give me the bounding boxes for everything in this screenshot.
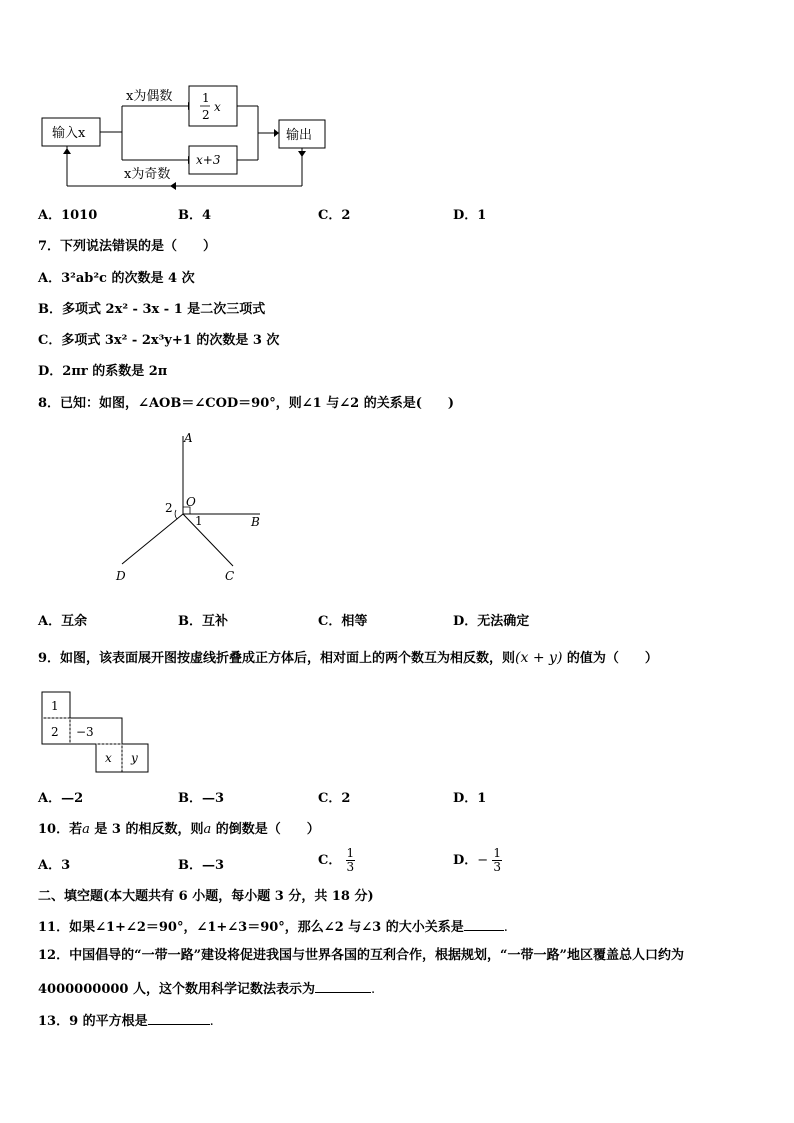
q11-stem: 11．如果∠1+∠2＝90°，∠1+∠3＝90°，那么∠2 与∠3 的大小关系是 . (38, 917, 508, 936)
q9-cube-net (38, 688, 158, 778)
q12-line1: 12．中国倡导的“一带一路”建设将促进我国与世界各国的互利合作，根据规划，“一带一路”地区覆盖总人口约为 (38, 948, 685, 963)
flowchart-figure (38, 80, 338, 192)
q10-option-d[interactable]: D．− $\frac{1}{3}$ (453, 846, 501, 874)
label-o: O (186, 495, 196, 509)
label-a: A (184, 431, 193, 445)
odd-label: x为奇数 (124, 167, 171, 182)
q9-option-b[interactable]: B．—3 (178, 791, 225, 806)
q13-answer-blank[interactable] (148, 1011, 210, 1025)
q6-option-d[interactable]: D．1 (453, 208, 487, 223)
q6-option-a[interactable]: A．1010 (38, 208, 98, 223)
q13-stem: 13．9 的平方根是 . (38, 1011, 214, 1030)
net-cell-y: y (131, 751, 138, 765)
net-cell-1: 1 (51, 699, 59, 713)
label-b: B (251, 515, 260, 529)
q8-stem: 8．已知：如图，∠AOB＝∠COD＝90°，则∠1 与∠2 的关系是( ) (38, 396, 454, 411)
q9-stem: 9．如图，该表面展开图按虚线折叠成正方体后，相对面上的两个数互为相反数，则(x + y) 的值为（ ） (38, 650, 658, 666)
q7-option-c[interactable]: C．多项式 3x² - 2x³y+1 的次数是 3 次 (38, 333, 280, 348)
q9-option-d[interactable]: D．1 (453, 791, 487, 806)
q7-option-b[interactable]: B．多项式 2x² - 3x - 1 是二次三项式 (38, 302, 266, 317)
q8-option-b[interactable]: B．互补 (178, 614, 229, 629)
fraction-one-third: $\frac{1}{3}$ (346, 846, 355, 874)
q8-option-a[interactable]: A．互余 (38, 614, 88, 629)
q9-option-a[interactable]: A．—2 (38, 791, 84, 806)
plus3-label: x+3 (196, 153, 221, 167)
q6-option-c[interactable]: C．2 (318, 208, 351, 223)
half-den: 2 (202, 108, 210, 122)
q12-line2: 4000000000 人，这个数用科学记数法表示为 . (38, 979, 375, 998)
net-cell-x: x (105, 751, 112, 765)
q7-stem: 7．下列说法错误的是（ ） (38, 239, 217, 254)
section-heading: 二、填空题(本大题共有 6 小题，每小题 3 分，共 18 分) (38, 889, 374, 904)
even-label: x为偶数 (126, 89, 173, 104)
output-label: 输出 (286, 128, 313, 143)
q7-option-a[interactable]: A．3²ab²c 的次数是 4 次 (38, 271, 195, 286)
q8-option-d[interactable]: D．无法确定 (453, 614, 530, 629)
label-d: D (116, 569, 126, 583)
q11-answer-blank[interactable] (464, 917, 504, 931)
half-var: x (214, 100, 221, 114)
q8-option-c[interactable]: C．相等 (318, 614, 368, 629)
q9-option-c[interactable]: C．2 (318, 791, 351, 806)
label-angle2: 2 (165, 501, 173, 515)
net-cell-2: 2 (51, 725, 59, 739)
half-box (189, 86, 237, 126)
q10-option-b[interactable]: B．—3 (178, 858, 225, 873)
input-label: 输入x (52, 126, 86, 141)
label-angle1: 1 (195, 514, 203, 528)
half-num: 1 (202, 91, 210, 105)
net-cell-3: −3 (76, 725, 94, 739)
q12-answer-blank[interactable] (315, 979, 371, 993)
q10-option-a[interactable]: A．3 (38, 858, 71, 873)
q8-angle-figure (110, 428, 280, 588)
label-c: C (225, 569, 235, 583)
q6-option-b[interactable]: B．4 (178, 208, 212, 223)
q10-option-c[interactable]: C． $\frac{1}{3}$ (318, 846, 355, 874)
q10-stem: 10．若a 是 3 的相反数，则a 的倒数是（ ） (38, 822, 320, 837)
q7-option-d[interactable]: D．2πr 的系数是 2π (38, 364, 168, 379)
fraction-neg-one-third: $\frac{1}{3}$ (493, 846, 501, 874)
